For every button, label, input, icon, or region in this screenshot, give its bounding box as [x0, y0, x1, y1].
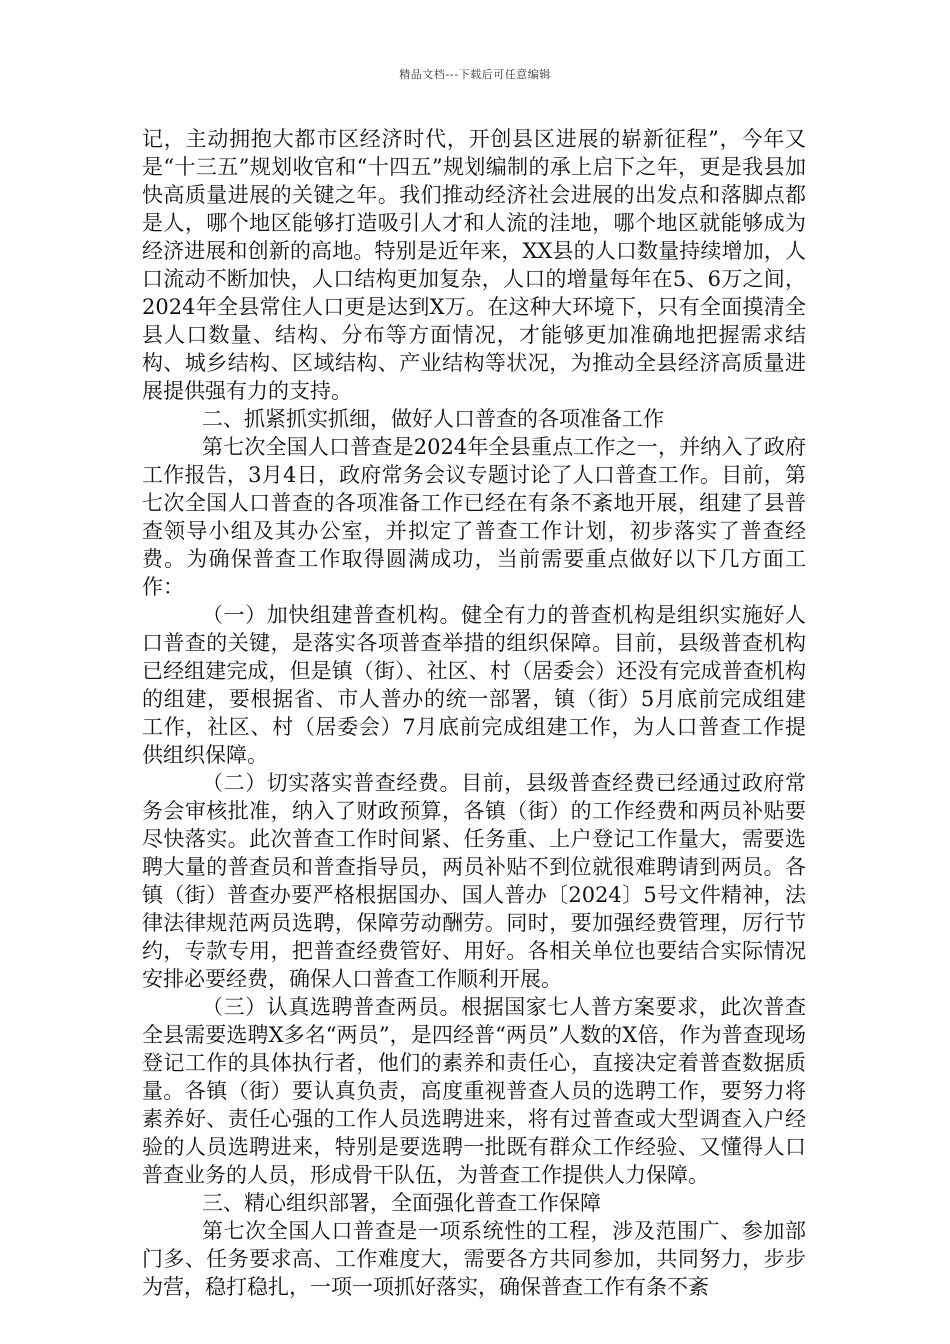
document-body — [142, 125, 806, 1301]
page-header: 精品文档---下载后可任意编辑 — [399, 68, 551, 81]
section-heading-2: 二、抓紧抓实抓细，做好人口普查的各项准备工作 — [202, 407, 664, 431]
paragraph-item-1: （一）加快组建普查机构。健全有力的普查机构是组织实施好人口普查的关键，是落实各项普查举措的组织保障。目前，县级普查机构已经组建完成，但是镇（街）、社区、村（居委会）还没有完成普查机构的组建，要根据省、市人普办的统一部署，镇（街）5月底前完成组建工作，社区、村（居委会）7月底前完成组建工作，为人口普查工作提供组织保障。 — [142, 603, 806, 767]
paragraph-item-3: （三）认真选聘普查两员。根据国家七人普方案要求，此次普查全县需要选聘X多名“两员”，是四经普“两员”人数的X倍，作为普查现场登记工作的具体执行者，他们的素养和责任心，直接决定着普查数据质量。各镇（街）要认真负责，高度重视普查人员的选聘工作，要努力将素养好、责任心强的工作人员选聘进来，将有过普查或大型调查入户经验的人员选聘进来，特别是要选聘一批既有群众工作经验、又懂得人口普查业务的人员，形成骨干队伍，为普查工作提供人力保障。 — [142, 995, 806, 1187]
paragraph-intro-continuation: 记，主动拥抱大都市区经济时代，开创县区进展的崭新征程”，今年又是“十三五”规划收官和“十四五”规划编制的承上启下之年，更是我县加快高质量进展的关键之年。我们推动经济社会进展的出发点和落脚点都是人，哪个地区能够打造吸引人才和人流的洼地，哪个地区就能够成为经济进展和创新的高地。特别是近年来，XX县的人口数量持续增加，人口流动不断加快，人口结构更加复杂，人口的增量每年在5、6万之间，2024年全县常住人口更是达到X万。在这种大环境下，只有全面摸清全县人口数量、结构、分布等方面情况，才能够更加准确地把握需求结构、城乡结构、区域结构、产业结构等状况，为推动全县经济高质量进展提供强有力的支持。 — [142, 127, 806, 403]
section-heading-3: 三、精心组织部署，全面强化普查工作保障 — [202, 1191, 601, 1215]
paragraph-preparation: 第七次全国人口普查是2024年全县重点工作之一，并纳入了政府工作报告，3月4日，政府常务会议专题讨论了人口普查工作。目前，第七次全国人口普查的各项准备工作已经在有条不紊地开展，组建了县普查领导小组及其办公室，并拟定了普查工作计划，初步落实了普查经费。为确保普查工作取得圆满成功，当前需要重点做好以下几方面工作： — [142, 435, 806, 599]
paragraph-organization: 第七次全国人口普查是一项系统性的工程，涉及范围广、参加部门多、任务要求高、工作难度大，需要各方共同参加，共同努力，步步为营，稳打稳扎，一项一项抓好落实，确保普查工作有条不紊 — [142, 1219, 806, 1299]
paragraph-item-2: （二）切实落实普查经费。目前，县级普查经费已经通过政府常务会审核批准，纳入了财政预算，各镇（街）的工作经费和两员补贴要尽快落实。此次普查工作时间紧、任务重、上户登记工作量大，需要选聘大量的普查员和普查指导员，两员补贴不到位就很难聘请到两员。各镇（街）普查办要严格根据国办、国人普办〔2024〕5号文件精神，法律法律规范两员选聘，保障劳动酬劳。同时，要加强经费管理，厉行节约，专款专用，把普查经费管好、用好。各相关单位也要结合实际情况安排必要经费，确保人口普查工作顺利开展。 — [142, 771, 806, 991]
